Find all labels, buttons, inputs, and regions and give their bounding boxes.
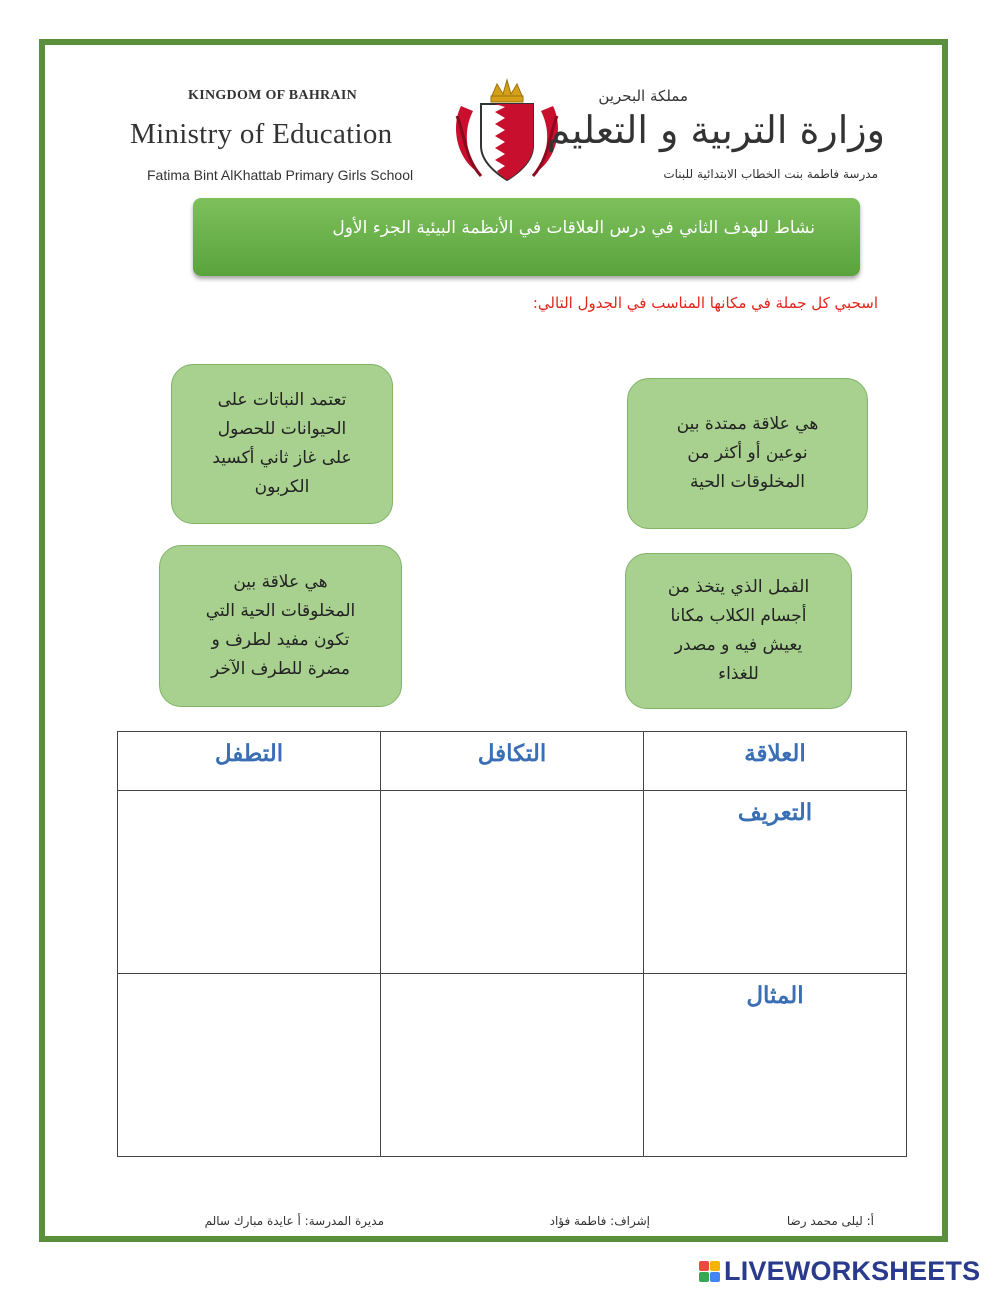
liveworksheets-logo-icon xyxy=(699,1261,720,1282)
footer-principal: مديرة المدرسة: أ عايدة مبارك سالم xyxy=(204,1214,384,1228)
row-label-example: المثال xyxy=(746,982,804,1009)
liveworksheets-brand xyxy=(699,1256,980,1287)
liveworksheets-wordmark: LIVEWORKSHEETS xyxy=(724,1256,981,1286)
footer-supervision: إشراف: فاطمة فؤاد xyxy=(549,1214,650,1228)
relations-table xyxy=(117,731,907,1157)
header-cell-mutualism xyxy=(381,732,644,791)
row-label-cell-example xyxy=(644,974,907,1157)
header-relation: العلاقة xyxy=(744,740,806,767)
row-label-cell-definition xyxy=(644,791,907,974)
drop-zone-parasitism-example[interactable] xyxy=(118,974,381,1157)
header-mutualism: التكافل xyxy=(477,740,547,767)
drag-card-lice-example[interactable]: القمل الذي يتخذ من أجسام الكلاب مكانا يعيش فيه و مصدر للغذاء xyxy=(625,553,852,709)
header-parasitism: التطفل xyxy=(214,740,284,767)
en-kingdom-label: KINGDOM OF BAHRAIN xyxy=(188,88,357,103)
table-header-row xyxy=(118,732,907,791)
header-cell-relation xyxy=(644,732,907,791)
table-row-definition xyxy=(118,791,907,974)
footer-teacher: أ: ليلى محمد رضا xyxy=(786,1214,874,1228)
ar-ministry-title: وزارة التربية و التعليم xyxy=(546,108,885,152)
ar-school-name: مدرسة فاطمة بنت الخطاب الابتدائية للبنات xyxy=(663,167,878,181)
row-label-definition: التعريف xyxy=(737,799,813,826)
ar-kingdom-label: مملكة البحرين xyxy=(598,87,688,105)
drag-card-relation-definition[interactable]: هي علاقة ممتدة بين نوعين أو أكثر من المخلوقات الحية xyxy=(627,378,868,529)
drag-card-parasitism-definition[interactable]: هي علاقة بين المخلوقات الحية التي تكون مفيد لطرف و مضرة للطرف الآخر xyxy=(159,545,402,707)
table-row-example xyxy=(118,974,907,1157)
drop-zone-parasitism-definition[interactable] xyxy=(118,791,381,974)
activity-title-banner: نشاط للهدف الثاني في درس العلاقات في الأنظمة البيئية الجزء الأول xyxy=(193,198,860,276)
en-school-name: Fatima Bint AlKhattab Primary Girls School xyxy=(147,167,414,183)
drop-zone-mutualism-example[interactable] xyxy=(381,974,644,1157)
header-cell-parasitism xyxy=(118,732,381,791)
en-ministry-title: Ministry of Education xyxy=(130,118,393,150)
instruction-text: اسحبي كل جملة في مكانها المناسب في الجدول التالي: xyxy=(532,294,878,312)
drop-zone-mutualism-definition[interactable] xyxy=(381,791,644,974)
drag-card-plants-co2[interactable]: تعتمد النباتات على الحيوانات للحصول على غاز ثاني أكسيد الكربون xyxy=(171,364,393,524)
